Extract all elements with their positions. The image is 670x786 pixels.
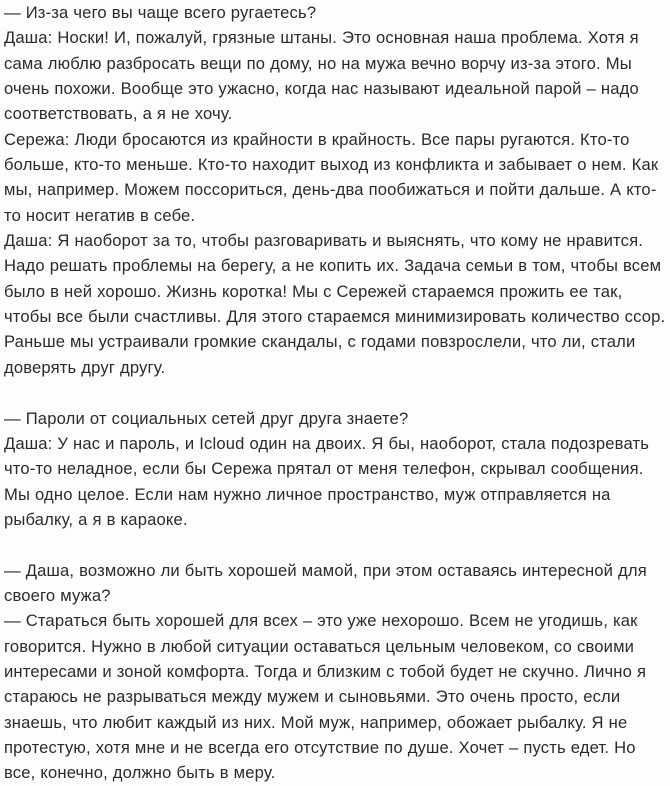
answer-paragraph-dasha: Даша: Носки! И, пожалуй, грязные штаны. Это основная наша проблема. Хотя я сама люблю разбросать вещи по дому, но на мужа вечно ворчу из-за этого. Мы очень похожи. Вообще это ужасно, когда нас называют идеальной парой – надо соответствовать, а я не хочу. <box>4 28 639 124</box>
answer-paragraph-good-mother: — Стараться быть хорошей для всех – это уже нехорошо. Всем не угодишь, как говорится. Нужно в любой ситуации оставаться цельным человеком, со своими интересами и зоной комфорта. Тогда и близким с тобой будет не скучно. Лично я стараюсь не разрываться между мужем и сыновьями. Это очень просто, если знаешь, что любит каждый из них. Мой муж, например, обожает рыбалку. Я не протестую, хотя мне и не всегда его отсутствие по душе. Хочет – пусть едет. Но все, конечно, должно быть в меру. <box>4 611 647 783</box>
question-paragraph-good-mother: — Даша, возможно ли быть хорошей мамой, при этом оставаясь интересной для своего мужа? <box>4 560 647 605</box>
question-paragraph-passwords: — Пароли от социальных сетей друг друга знаете? <box>4 408 409 428</box>
question-paragraph: — Из-за чего вы чаще всего ругаетесь? <box>4 3 317 22</box>
answer-paragraph-serezha: Сережа: Люди бросаются из крайности в крайность. Все пары ругаются. Кто-то больше, кто-то меньше. Кто-то находит выход из конфликта и забывает о нем. Как мы, например. Можем поссориться, день-два пообижаться и пойти дальше. А кто-то носит негатив в себе. <box>4 129 659 225</box>
answer-paragraph-passwords: Даша: У нас и пароль, и Icloud один на двоих. Я бы, наоборот, стала подозревать что-то неладное, если бы Сережа прятал от меня телефон, скрывал сообщения. Мы одно целое. Если нам нужно личное пространство, муж отправляется на рыбалку, а я в караоке. <box>4 433 650 529</box>
answer-paragraph-dasha-second: Даша: Я наоборот за то, чтобы разговаривать и выяснять, что кому не нравится. Надо решать проблемы на берегу, а не копить их. Задача семьи в том, чтобы всем было в ней хорошо. Жизнь коротка! Мы с Сережей стараемся прожить ее так, чтобы все были счастливы. Для этого стараемся минимизировать количество ссор. Раньше мы устраивали громкие скандалы, с годами повзрослели, что ли, стали доверять друг другу. <box>4 231 666 377</box>
